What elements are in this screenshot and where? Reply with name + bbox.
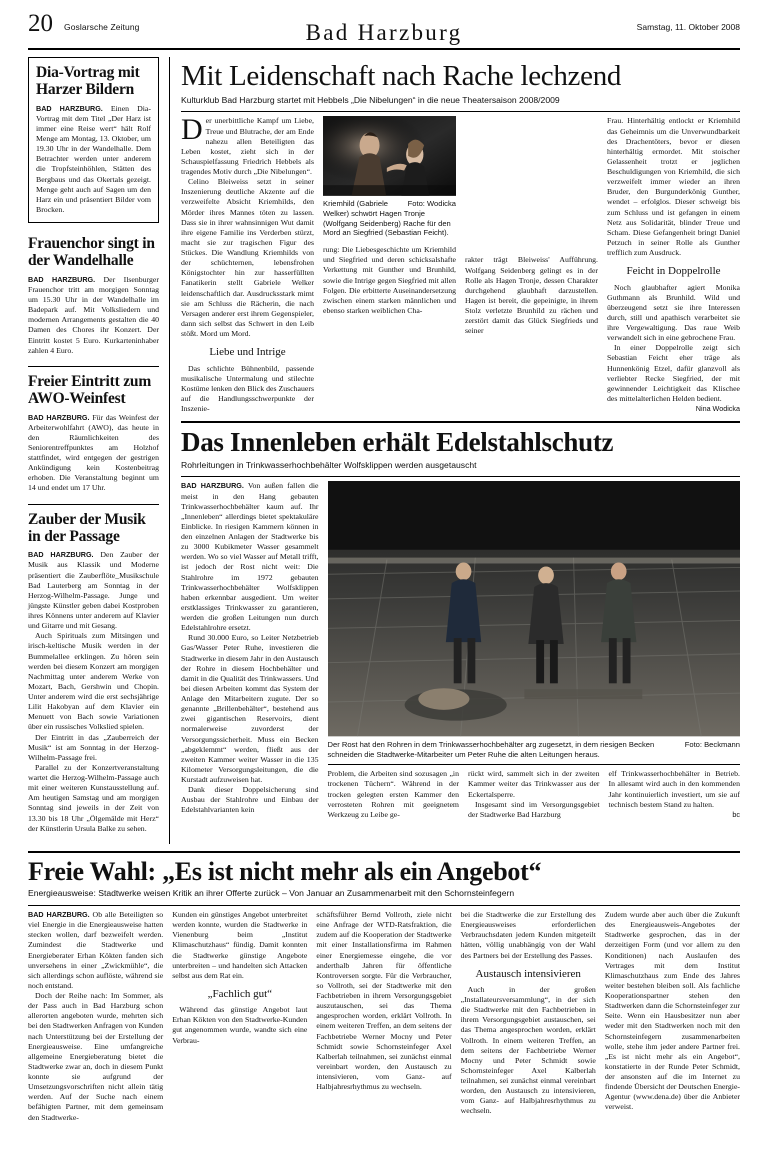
lead-paragraph: Der unerbittliche Kampf um Liebe, Treue und Blutrache, der am Ende nahezu allen Beteiligten das Leben kostet, zieht sich in der Schauspielfassung Friedrich Hebbels als tragendes Motiv durch „Die Nibelungen“. [181,113,314,177]
article2-byline: bc [732,809,740,819]
dateline: BAD HARZBURG. [181,481,244,491]
paragraph: Insgesamt sind im Versorgungsgebiet der Stadtwerke Bad Harzburg [468,799,600,819]
paragraph: Noch glaubhafter agiert Monika Guthmann als Brunhild. Wild und überzeugend setzt sie ihre Interessen durch, still und apathisch verarbeitet sie ihre Vergewaltigung. Das raue Weib verwandelt sich in eine gebrochene Frau. [607,282,740,343]
sidebar-paragraph: Der Eintritt in das „Zauberreich der Musik“ ist am Sonntag in der Herzog-Wilhelm-Passage frei. [28,732,159,762]
paragraph: In einer Doppelrolle zeigt sich Sebastian Feicht eher träge als Hunnenkönig Etzel, dafür glanzvoll als verliebter Recke Siegfried, der mit gewinnender Leichtigkeit das Klischee des mittelalterlichen Helden bedient. [607,343,740,403]
article2-lower-columns [328,769,741,820]
divider [28,366,159,367]
sidebar-headline: Freier Eintritt zum AWO-Weinfest [28,372,152,408]
article2-col-4 [609,769,741,820]
article2-headline: Das Innenleben erhält Edelstahlschutz [181,427,614,458]
article3-columns [28,910,740,1123]
article1-photo [323,116,456,196]
paragraph: Auch in der großen „Installateursversammlung“, in der sich die Stadtwerke mit den Fachbetrieben in ihrem Versorgungsgebiet austauschen, sei das Thema angesprochen worden, erklärt Vollroth. In einem weiteren Treffen, an dem seitens der Fachbetriebe Werner Mocny und Peter Schmidt sowie Schornsteinfeger Axel Kalberlah teilnahmen, sei zunächst einmal vereinbart worden, den Austausch zu intensivieren, vom Ganz- auf Halbjahresrhythmus zu wechseln. [460,984,596,1116]
article1-col3-text [465,255,598,336]
paragraph: Celino Bleiweiss setzt in seiner Inszenierung deutliche Akzente auf die verzweifelte Absicht Kriemhilds, den Mörder ihres Mannes töten zu lassen. Dass sie in ihrer wahnsinnigen Wut damit ihre eigene Familie ins Verderben stürzt, macht sie zur tragischen Figur des Stückes. Die Wandlung Kriemhilds von der schüchternen, lebensfrohen Königstochter hin zur hasserfüllten Fanatikerin stellt Gabriele Welker leidenschaftlich dar. Ausdrucksstark mimt sie am Schluss die Rächerin, die nach Versagen anderer erst ihrem Gegenspieler, dann sich selbst das Schwert in den Leib stößt. Mord um Mord. [181,177,314,339]
sidebar-text: Der Ilsenburger Frauenchor tritt am morgigen Sonntag um 15.30 Uhr in der Wandelhalle im Badepark auf. Mit Volksliedern und modernen Arrangements gestalten die 40 Damen des Chores ihr Konzert. Der Eintritt kostet 5 Euro. Kurkarteninhaber zahlen 4 Euro. [28,274,159,355]
paper-name: Goslarsche Zeitung [64,22,140,32]
sidebar-body [28,413,159,494]
divider [28,905,740,906]
article2-col-3 [468,769,600,820]
paragraph: rückt wird, sammelt sich in der zweiten Kammer weiter das Trinkwasser aus der Eckertalsperre. [468,769,600,799]
sidebar-headline: Frauenchor singt in der Wandelhalle [28,235,155,270]
paragraph: Zudem wurde aber auch über die Zukunft des Energieausweis-Angebotes der Stadtwerke gesprochen, das in der derzeitigen Form (und vor allem zu den Konditionen) nach Auslaufen des Vertrages mit dem Institut Klimaschutzhaus zum Ende des Jahres weiter bestehen bleiben soll. Als fachliche Kooperationspartner stehen den Stadtwerken dann die Schornsteinfeger zur Seite. Wenn ein Hausbesitzer nun aber weder mit den Stadtwerken noch mit den Schornsteinfegern zusammenarbeiten wolle, stehe ihm jeder andere Partner frei. „Es ist nicht mehr als ein Angebot“, konstatierte in der Runde Peter Schmidt, der ansonsten auf die im Internet zu findende Übersicht der Deutschen Energie-Agentur (www.dena.de) über die Anbieter verweist. [604,910,741,1112]
article1-col2-text [323,245,456,316]
article3-subheadline: Energieausweise: Stadtwerke weisen Kritik an ihrer Offerte zurück – Von Januar an Zusammenarbeit mit den Schornsteinfegern [28,888,515,899]
article1-byline: Nina Wodicka [695,404,740,414]
paragraph: elf Trinkwasserhochbehälter in Betrieb. In allesamt wird auch in den kommenden Jahr kontinuierlich investiert, um sie auf technisch bestem Stand zu halten. [608,769,740,809]
sidebar [28,57,170,844]
article3-col-2 [172,910,307,1123]
article1-subhead-liebe: Liebe und Intrige [209,346,286,359]
paragraph: bei die Stadtwerke die zur Erstellung des Energieausweises erforderlichen Verbrauchsdaten jedem Kunden mitgeteilt hätten, völlig unabhängig von der Wahl des Partners bei der Erstellung des Passes. [460,910,596,960]
paragraph: Rund 30.000 Euro, so Leiter Netzbetrieb Gas/Wasser Peter Ruhe, investieren die Stadtwerke in diesem Jahr in den Austausch der Rohre in diesem Hochbehälter und damit in die Qualität des Trinkwassers. Und bei diesen Arbeiten kommt das System der Anlage den Mitarbeitern zugute. Der so genannte „Brillenbehälter“, bestehend aus zwei gigantischen Reservoirs, dient normalerweise zuvorderst der Versorgungssicherheit. Muss ein Becken „abgeklemmt“ werden, fließt aus der zweiten Kammer weiter Wasser in die 135 Kilometer Versorgungsleitungen, die die Kurstadt aufzuweisen hat. [181,633,319,785]
sidebar-paragraph: Parallel zu der Konzertveranstaltung wartet die Herzog-Wilhelm-Passage auch mit einer weiteren Kunstausstellung auf. Am heutigen Samstag und am morgigen Sonntag sind jeweils in der Zeit von 13.30 bis 18 Uhr „Ölgemälde mit Herz“ der Künstlerin Ursula Balke zu sehen. [28,762,159,833]
divider [28,504,159,505]
article3-col-3 [316,910,451,1123]
sidebar-headline: Dia-Vortrag mit Harzer Bildern [36,64,140,99]
article2-photo [328,481,741,736]
masthead [28,0,740,44]
main-column [170,57,740,844]
dateline: BAD HARZBURG. [28,550,94,560]
article2-photo-col [328,481,741,819]
article-nibelungen [181,61,740,414]
paragraph: rakter trägt Bleiweiss' Aufführung. Wolfgang Seidenberg gelingt es in der Rolle als Hagen Tronje, dessen Charakter durchgehend glaubhaft darzustellen. Hagen ist bereit, die gepeinigte, in ihrem Stolz verletzte Brunhild zu rächen und zerstört damit das Glück Siegfrieds und seiner [465,255,598,336]
article2-subheadline: Rohrleitungen in Trinkwasserhochbehälter Wolfsklippen werden ausgetauscht [181,459,477,470]
article1-columns [181,113,740,414]
sidebar-paragraph: Auch Spirituals zum Mitsingen und irisch-keltische Musik werden in der Bummelallee erklingen. Zu hören sein werden bei diesem Konzert am morgigen Nachmittag unter anderem Werke von Mozart, Bach, Gershwin und Chopin. Unter anderem wird die erst sechsjährige Lilit Hakobyan auf dem Klavier ein Menuett von Bach sowie Variationen über ein russisches Volkslied spielen. [28,631,159,732]
sidebar-item-frauenchor [28,235,159,356]
article2-col-2 [328,769,460,820]
issue-date: Samstag, 11. Oktober 2008 [636,22,740,32]
article2-photo-wrap [328,481,741,765]
paragraph: Doch der Reihe nach: Im Sommer, als der Pass auch in Bad Harzburg schon allerorten angeboten wurde, mehrten sich bei den Stadtwerken Anfragen von Kunden nach Unterstützung bei der Erstellung der Energieausweise. Eine umfangreiche allgemeine Energieberatung bietet die Stadtwerke zwar an, doch in diesem Punkt konnte sie aufgrund der Umsetzungsvorschriften nicht allein tätig werden. Auf der Suche nach einem befähigten Partner, mit dem gemeinsam den Stadtwerke- [28,991,164,1122]
divider [181,476,740,477]
sidebar-item-awo-weinfest [28,373,159,494]
sidebar-body [28,275,159,356]
sidebar-text: Für das Weinfest der Arbeiterwohlfahrt (AWO), das heute in den Räumlichkeiten des Seniorentreffpunktes am Holzhof stattfindet, wird entgegen der gestrigen Ankündigung kein Kostenbeitrag erhoben. Die Veranstaltung beginnt um 14 und endet um 17 Uhr. [28,412,159,493]
sidebar-item-zauber-der-musik [28,511,159,834]
article2-col-1 [181,481,319,819]
article1-subhead-feicht: Feicht in Doppelrolle [626,265,721,278]
article-freie-wahl [28,858,740,1123]
article1-col-3 [465,116,598,414]
article1-photo-wrap [323,116,456,241]
caption-text: Kriemhild (Gabriele Welker) schwört Hagen Tronje (Wolfgang Seidenberg) Rache für den Mord an Siegfried (Sebastian Feicht). [323,199,451,238]
article3-subhead-fachlich-gut: „Fachlich gut“ [207,987,273,1000]
dateline: BAD HARZBURG. [36,103,103,113]
dateline: BAD HARZBURG. [28,412,90,422]
paragraph: Ob alle Beteiligten so viel Energie in die Energieausweise hatten stecken wollen, darf bezweifelt werden. Zumindest die Stadtwerke und Energieberater Erhan Kökten fanden sich unversehens in einer „Zwickmühle“, die sich allerdings schon auflöste, während sie noch entstand. [28,910,164,990]
article1-col-4 [607,116,740,414]
paragraph: Von außen fallen die meist in den Hang gebauten Trinkwasserhochbehälter kaum auf. Ihr „Innenleben“ allerdings bietet spektakuläre Einblicke. In riesigen Kammern können in den einzelnen Anlagen der Stadtwerke bis zu 3000 Kubikmeter Wasser gesammelt werden. Wo so viel Wasser auf Metall trifft, ist jedoch der Rost nicht weit: Die Stahlrohre im 1972 gebauten Trinkwasserhochbehälter Wolfsklippen haben erkennbar ausgedient. Um weiter erstklassiges Trinkwasser zu garantieren, werden die großen Leitungen nun durch Edelstahlrohre ersetzt. [181,481,319,633]
divider [181,421,740,423]
paragraph: Dank dieser Doppelsicherung sind Ausbau der Stahlrohre und Einbau der Edelstahlvarianten kein [181,785,319,815]
paragraph: rung: Die Liebesgeschichte um Kriemhild und Siegfried und deren schicksalshafte Verkettung mit Gunther und Brunhild, sowie die Intrige gegen Siegfried mit allen Folgen. Die erbitterte Auseinandersetzung zwischen einem starken männlichen und ebenso starken weiblichen Cha- [323,245,456,315]
photo-credit: Foto: Wodicka [407,199,456,209]
sidebar-body [28,550,159,834]
sidebar-headline: Zauber der Musik in der Passage [28,510,146,545]
paragraph: Während das günstige Angebot laut Erhan Kökten von den Stadtwerke-Kunden gut angenommen wurde, wandte sich eine Verbrau- [172,1005,308,1045]
page-number: 20 [28,10,53,37]
dateline: BAD HARZBURG. [28,274,96,284]
page-body [28,57,740,844]
section-title: Bad Harzburg [305,20,463,45]
paragraph: Kunden ein günstiges Angebot unterbreitet werden konnte, wurden die Stadtwerke in Vienenburg beim „Institut Klimaschutzhaus“ fündig. Damit konnten die Stadtwerke günstige Angebote unterbreiten – und handelten sich Attacken selbst aus dem Rat ein. [172,910,308,980]
paragraph: Frau. Hinterhältig entlockt er Kriemhild das Geheimnis um die Unverwundbarkeit des Drachentöters, bevor er diesen hinterhältig ermordet. Mit stoischer Gelassenheit trotzt er jeglichen Beschuldigungen von Kriemhild, die sich verzweifelt immer wieder an ihren Bruder, den Burgunderkönig Gunther, wendet – erfolglos. Dieser schweigt bis zum Schluss und ist gefangen in einem Netz aus Solidarität, blinder Treue und Scham. Diese Gefangenheit bringt Daniel Petzuch in seiner Rolle als Gunther trefflich zum Ausdruck. [607,116,740,258]
paragraph: Problem, die Arbeiten sind sozusagen „in trockenen Tüchern“. Während in der trocken gelegten ersten Kammer den verrosteten Rohren mit geeignetem Werkzeug zu Leibe ge- [327,769,459,819]
divider [181,111,740,112]
caption-rule [328,764,741,765]
divider [28,851,740,853]
article1-col-2 [323,116,456,414]
paragraph: Das schlichte Bühnenbild, passende musikalische Untermalung und stilechte Kostüme lenken den Blick des Zuschauers auf die Handlungsschwerpunkte der Inszenie- [181,363,314,414]
caption-text: Der Rost hat den Rohren in dem Trinkwasserhochbehälter arg zugesetzt, in dem riesigen Becken schneiden die Stadtwerke-Mitarbeiter um Peter Ruhe die alten Leitungen heraus. [327,739,655,759]
photo-credit: Foto: Beckmann [684,739,740,749]
paragraph: schäftsführer Bernd Vollroth, ziele nicht eine Anfrage der WTD-Ratsfraktion, die zudem auf die Kooperation der Stadtwerke mit einer Installationsfirma im Rahmen einer Energiemesse eingehe, die vor anderthalb Jahren für öffentliche Kontroversen sorgte. Für die Verbraucher, so Vollroth, sei der Stadtwerke mit den Fachbetrieben in ihrem Versorgungsgebiet auszutauschen, sei das Thema angesprochen worden, erklärt Vollroth. In einem weiteren Treffen, an dem seitens der Fachbetriebe Werner Mocny und Peter Schmidt sowie Schornsteinfeger Axel Kalberlah teilnahmen, sei zunächst einmal vereinbart worden, den Austausch zu intensivieren, vom Ganz- auf Halbjahresrhythmus zu wechseln. [316,910,452,1092]
article1-headline: Mit Leidenschaft nach Rache lechzend [181,60,622,92]
masthead-rule [28,48,740,50]
article3-col-1 [28,910,163,1123]
article1-subheadline: Kulturklub Bad Harzburg startet mit Hebbels „Die Nibelungen“ in die neue Theatersaison 2008/2009 [181,94,560,105]
sidebar-text: Einen Dia-Vortrag mit dem Titel „Der Harz ist immer eine Reise wert“ hält Rolf Menge am Montag, 13. Oktober, um 19.30 Uhr in der Wandelhalle. Dem Betrachter werden unter anderem die Tropfsteinhöhlen, Stätten des Bergbaus und das Okertals gezeigt. Menge geht auch auf Sagen um den Harz ein und präsentiert Bilder vom Brocken. [36,103,151,214]
article3-subhead-austausch: Austausch intensivieren [475,967,581,980]
article3-col-4 [461,910,596,1123]
article1-caption [323,199,456,241]
sidebar-text: Den Zauber der Musik aus Klassik und Moderne präsentiert die Zauberflöte_Musikschule Bad Lauterberg am Sonntag in der Herzog-Wilhelm-Passage. Junge und jüngste Künstler geben dabei Kostproben ihres Könnens unter anderem auf Klavier und Gitarre und mit Gesang. [28,550,159,631]
dateline: BAD HARZBURG. [28,910,90,920]
article3-col-5 [605,910,740,1123]
sidebar-item-dia-vortrag [28,57,159,223]
article3-headline: Freie Wahl: „Es ist nicht mehr als ein Angebot“ [28,856,542,886]
article1-col-1 [181,113,314,414]
article2-columns [181,481,740,819]
sidebar-body [36,104,151,215]
article-edelstahlschutz [181,428,740,820]
article2-caption [328,740,741,762]
